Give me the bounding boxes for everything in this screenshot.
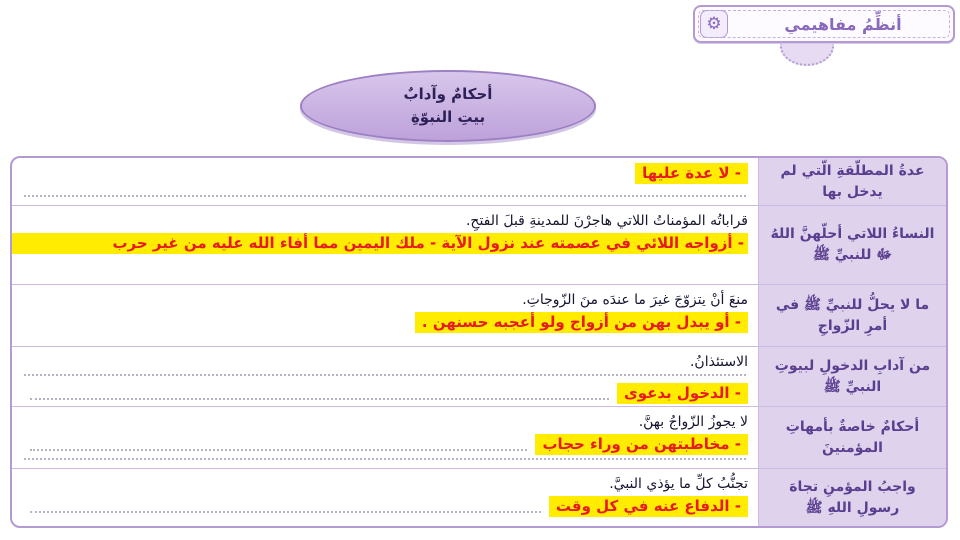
table-row: [12, 206, 946, 285]
row-header: عدةُ المطلّقةِ الّتي لم يدخل بها: [758, 158, 946, 205]
table-row: [12, 347, 946, 407]
row-content: [12, 407, 758, 468]
dotted-line: [30, 441, 527, 451]
dotted-line: [24, 186, 746, 197]
title-line1: أحكامٌ وآدابٌ: [403, 84, 493, 103]
badge-label: أنظِّمُ مفاهيمي: [784, 14, 902, 34]
handwritten-answer: - الدفاع عنه في كل وقت: [549, 496, 748, 517]
row-content: [12, 206, 758, 284]
row-header: أحكامٌ خاصةٌ بأمهاتِ المؤمنينَ: [758, 407, 946, 468]
answer-line: [22, 312, 748, 333]
answer-line: [22, 434, 748, 455]
dotted-line: [30, 390, 609, 400]
dotted-line: [24, 457, 746, 460]
dotted-line: [30, 503, 541, 513]
title-oval: [300, 70, 596, 142]
printed-text: قراباتُه المؤمناتُ اللاتي هاجرْنَ للمدينةِ قبلَ الفتحِ.: [465, 213, 748, 229]
title-line2: بيتِ النبوّةِ: [410, 108, 486, 126]
gear-icon: [700, 10, 728, 38]
concept-table: [10, 156, 948, 528]
table-row: [12, 407, 946, 469]
table-row: [12, 469, 946, 526]
handwritten-answer: - أو يبدل بهن من أزواج ولو أعجبه حسنهن .: [415, 312, 748, 333]
row-header: من آدابِ الدخولِ لبيوتِ النبيِّ ﷺ: [758, 347, 946, 406]
answer-line: [22, 383, 748, 404]
dotted-line: [24, 374, 746, 376]
table-row: [12, 158, 946, 206]
handwritten-answer: - لا عدة عليها: [635, 163, 748, 184]
gear-glyph: [706, 14, 721, 34]
handwritten-answer: - أزواجه اللائي في عصمته عند نزول الآية - ملك اليمين مما أفاء الله عليه من غير حرب: [10, 233, 748, 254]
printed-text: لا يجوزُ الزّواجُ بهنَّ.: [638, 414, 748, 430]
printed-text: تجنُّبُ كلِّ ما يؤذي النبيَّ.: [609, 476, 748, 492]
row-header: ما لا يحلُّ للنبيِّ ﷺ في أمرِ الزّواجِ: [758, 285, 946, 346]
handwritten-answer: - الدخول بدعوى: [617, 383, 748, 404]
answer-line: [22, 163, 748, 184]
row-content: [12, 285, 758, 346]
printed-text: منعَ أنْ يتزوّجَ غيرَ ما عندَه منَ الزّوجاتِ.: [522, 292, 748, 308]
table-row: [12, 285, 946, 347]
row-header: واجبُ المؤمنِ تجاهَ رسولِ اللهِ ﷺ: [758, 469, 946, 526]
row-header: النساءُ اللاتي أحلّهنَّ اللهُ ﷻ للنبيِّ ﷺ: [758, 206, 946, 284]
row-content: [12, 158, 758, 205]
handwritten-answer: - مخاطبتهن من وراء حجاب: [535, 434, 748, 455]
row-content: [12, 347, 758, 406]
printed-text: الاستئذانُ.: [689, 354, 748, 370]
concept-map-badge: [693, 5, 955, 43]
row-content: [12, 469, 758, 526]
answer-line: [22, 496, 748, 517]
